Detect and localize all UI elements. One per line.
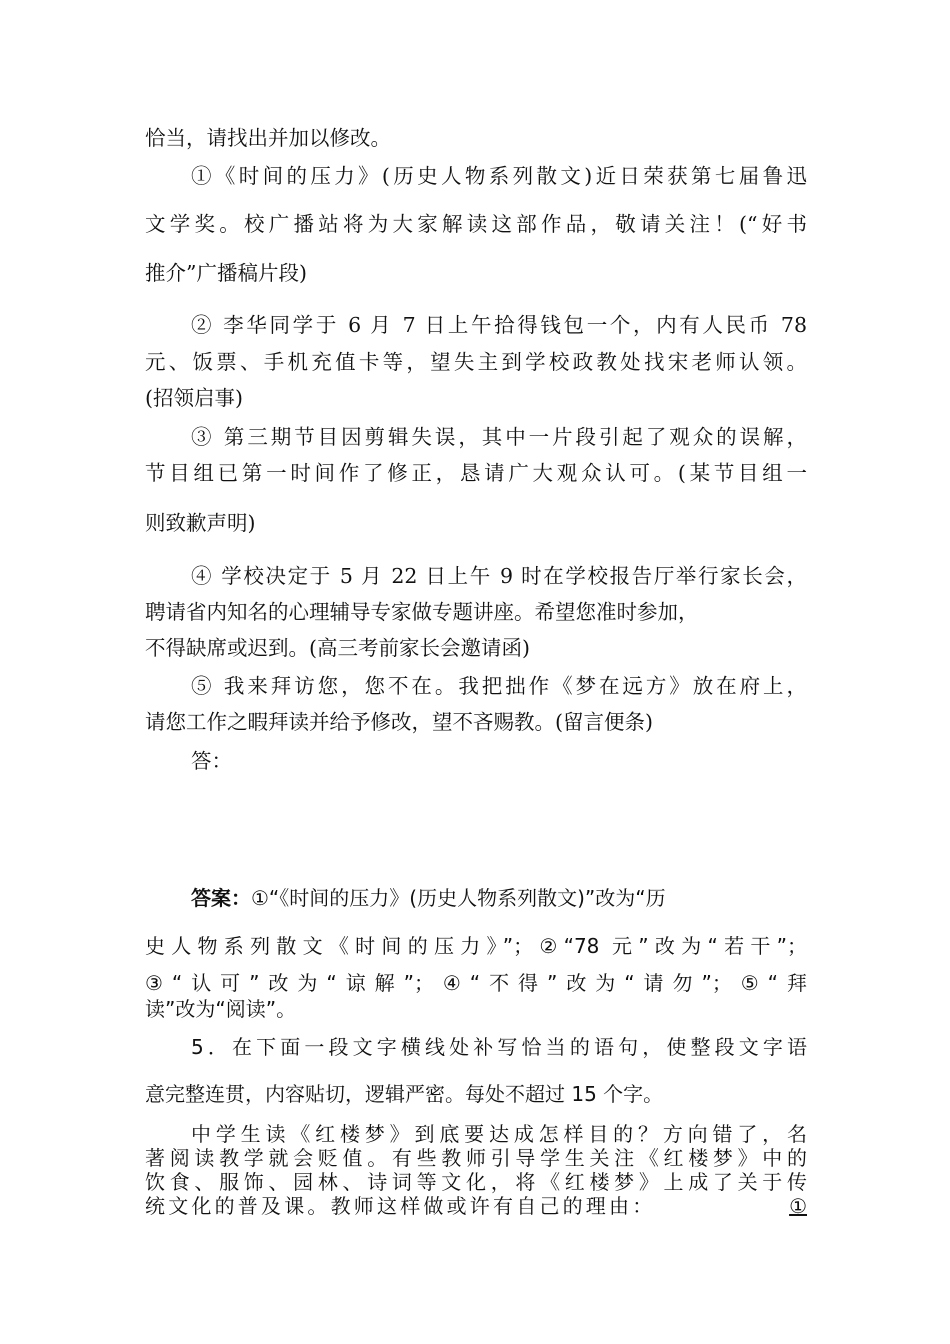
answer-line: ③“认可”改为“谅解”；④“不得”改为“请勿”；⑤“拜	[145, 971, 807, 995]
item-1-line: ①《时间的压力》(历史人物系列散文)近日荣获第七届鲁迅	[191, 164, 807, 188]
blank-1: ①	[789, 1194, 807, 1218]
answer-prompt: 答：	[191, 749, 232, 773]
item-3-line: 则致歉声明)	[145, 511, 256, 535]
passage-line: 中学生读《红楼梦》到底要达成怎样目的？方向错了，名	[191, 1122, 807, 1146]
item-1-line: 文学奖。校广播站将为大家解读这部作品，敬请关注！(“好书	[145, 212, 807, 236]
item-2-line: ② 李华同学于 6 月 7 日上午拾得钱包一个，内有人民币 78	[191, 313, 807, 337]
passage-text: 统文化的普及课。教师这样做或许有自己的理由：	[145, 1194, 656, 1218]
question-5-line: 意完整连贯，内容贴切，逻辑严密。每处不超过 15 个字。	[145, 1082, 664, 1106]
passage-line: 饮食、服饰、园林、诗词等文化，将《红楼梦》上成了关于传	[145, 1170, 807, 1194]
item-4-line: ④ 学校决定于 5 月 22 日上午 9 时在学校报告厅举行家长会，	[191, 564, 807, 588]
answer-text: ①“《时间的压力》(历史人物系列散文)”改为“历	[251, 886, 666, 910]
item-1-line: 推介”广播稿片段)	[145, 261, 307, 285]
item-4-line: 不得缺席或迟到。(高三考前家长会邀请函)	[145, 636, 530, 660]
item-2-line: 元、饭票、手机充值卡等，望失主到学校政教处找宋老师认领。	[145, 350, 807, 374]
item-2-line: (招领启事)	[145, 386, 243, 410]
answer-line: 读”改为“阅读”。	[145, 997, 297, 1021]
answer-label: 答案：	[191, 886, 251, 910]
passage-line: 著阅读教学就会贬值。有些教师引导学生关注《红楼梦》中的	[145, 1146, 807, 1170]
question-5-line: 5．在下面一段文字横线处补写恰当的语句，使整段文字语	[191, 1035, 807, 1059]
item-4-line: 聘请省内知名的心理辅导专家做专题讲座。希望您准时参加，	[145, 600, 699, 624]
item-5-line: 请您工作之暇拜读并给予修改，望不吝赐教。(留言便条)	[145, 710, 653, 734]
answer-line	[191, 885, 666, 911]
item-5-line: ⑤ 我来拜访您，您不在。我把拙作《梦在远方》放在府上，	[191, 674, 807, 698]
item-3-line: ③ 第三期节目因剪辑失误，其中一片段引起了观众的误解，	[191, 425, 807, 449]
answer-line: 史人物系列散文《时间的压力》”；②“78 元”改为“若干”；	[145, 934, 807, 958]
text-line: 恰当，请找出并加以修改。	[145, 126, 391, 150]
item-3-line: 节目组已第一时间作了修正，恳请广大观众认可。(某节目组一	[145, 461, 807, 485]
passage-line	[145, 1195, 807, 1217]
